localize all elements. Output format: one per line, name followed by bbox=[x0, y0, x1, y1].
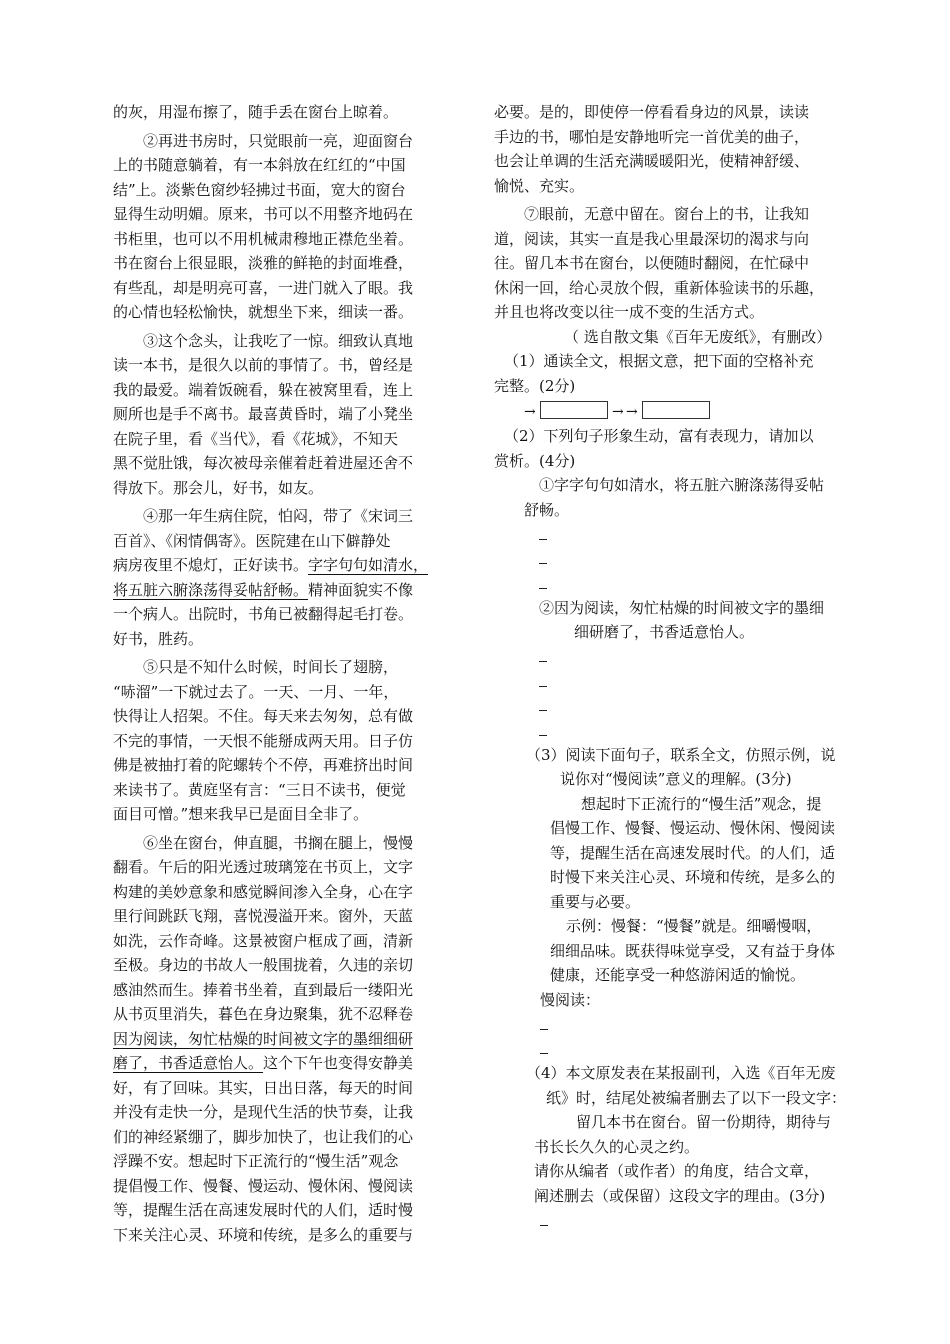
question-text: （2）下列句子形象生动，富有表现力，请加以 bbox=[504, 427, 814, 445]
arrow-icon: → bbox=[524, 404, 536, 420]
answer-blank[interactable] bbox=[539, 694, 874, 719]
text-line: 书柜里，也可以不用机械肃穆地正襟危坐着。 bbox=[113, 229, 414, 248]
question-text: 完整。(2分) bbox=[494, 376, 576, 395]
text-line: 感油然而生。捧着书坐着，直到最后一缕阳光 bbox=[113, 980, 414, 999]
example-text: 细细品味。既获得味觉享受，又有益于身体 bbox=[550, 941, 836, 960]
question-text: 纸》时，结尾处被编者删去了以下一段文字： bbox=[546, 1088, 847, 1107]
text-line: 快得让人招架。不住。每天来去匆匆，总有做 bbox=[113, 707, 414, 725]
text-line: 厕所也是手不离书。最喜黄昏时，端了小凳坐 bbox=[113, 405, 414, 423]
text-line: 面目可憎。”想来我早已是面目全非了。 bbox=[113, 805, 369, 823]
text-line: 将五脏六腑涤荡得妥帖舒畅。精神面貌实不像 bbox=[113, 580, 414, 599]
question-text: （1）通读全文，根据文意，把下面的空格补充 bbox=[504, 352, 814, 370]
quoted-passage: 留几本书在窗台。留一份期待，期待与 bbox=[576, 1113, 832, 1131]
question-3 bbox=[494, 743, 874, 1062]
paragraph-6-end bbox=[494, 100, 874, 198]
text-line: 浮躁不安。想起时下正流行的“慢生活”观念 bbox=[113, 1152, 399, 1170]
text-line: 至极。身边的书故人一般围拢着，久违的亲切 bbox=[113, 956, 414, 974]
text-line: 休闲一回，给心灵放个假，重新体验读书的乐趣， bbox=[494, 278, 825, 297]
answer-blank[interactable] bbox=[539, 547, 874, 572]
answer-box[interactable] bbox=[642, 401, 710, 419]
paragraph-7 bbox=[494, 202, 874, 325]
answer-blank[interactable] bbox=[539, 669, 874, 694]
text-line: 佛是被抽打着的陀螺转个不停，再难挤出时间 bbox=[113, 756, 414, 774]
text-line: ⑤只是不知什么时候，时间长了翅膀， bbox=[113, 658, 399, 676]
text-line: 提倡慢工作、慢餐、慢运动、慢休闲、慢阅读 bbox=[113, 1176, 414, 1195]
text-line: 上的书随意躺着，有一本斜放在红红的“中国 bbox=[113, 156, 406, 174]
quoted-passage: 重要与必要。 bbox=[550, 892, 641, 911]
question-text: （4）本文原发表在某报副刊，入选《百年无废 bbox=[526, 1064, 836, 1082]
question-text: 请你从编者（或作者）的角度，结合文章， bbox=[534, 1162, 820, 1180]
text-line: 里行间跳跃飞翔，喜悦漫溢开来。窗外，天蓝 bbox=[113, 907, 414, 925]
arrow-icon: → bbox=[626, 404, 638, 420]
answer-blank[interactable] bbox=[539, 718, 874, 743]
text-line: ②再进书房时，只觉眼前一亮，迎面窗台 bbox=[113, 131, 414, 150]
text-line: 也会让单调的生活充满暖暖阳光，使精神舒缓、 bbox=[494, 152, 810, 170]
text-line: 病房夜里不熄灯，正好读书。字字句句如清水， bbox=[113, 556, 429, 574]
paragraph-2 bbox=[113, 129, 465, 325]
text-line: 有些乱，却是明亮可喜，一进门就入了眼。我 bbox=[113, 278, 414, 297]
text-line: 并没有走快一分，是现代生活的快节奏，让我 bbox=[113, 1103, 414, 1121]
quoted-passage: 等，提醒生活在高速发展时代。的人们，适 bbox=[550, 843, 836, 862]
text-line: 结”上。淡紫色窗纱轻拂过书面，宽大的窗台 bbox=[113, 180, 406, 199]
underlined-sentence: 因为阅读，匆忙枯燥的时间被文字的墨细细研 bbox=[113, 1029, 414, 1048]
right-column bbox=[494, 100, 874, 1233]
underlined-sentence: 磨了，书香适意怡人。 bbox=[113, 1054, 264, 1072]
text-line: 并且也将改变以往一成不变的生活方式。 bbox=[494, 303, 765, 321]
left-column bbox=[113, 100, 465, 1247]
text-line: 在院子里，看《当代》，看《花城》，不知天 bbox=[113, 429, 399, 448]
text-line: 如洗，云作奇峰。这景被窗户框成了画，清新 bbox=[113, 931, 414, 950]
answer-blank[interactable] bbox=[540, 1208, 874, 1233]
text-line: 磨了，书香适意怡人。这个下午也变得安静美 bbox=[113, 1054, 414, 1072]
text-line: 好书，胜药。 bbox=[113, 629, 204, 648]
answer-blank[interactable] bbox=[539, 645, 874, 670]
text-line: ④那一年生病住院，怕闷，带了《宋词三 bbox=[113, 507, 414, 525]
text-line: 下来关注心灵、环境和传统，是多么的重要与 bbox=[113, 1225, 414, 1244]
question-text: （3）阅读下面句子，联系全文，仿照示例，说 bbox=[526, 745, 836, 764]
text-line: 我的最爱。端着饭碗看，躲在被窝里看，连上 bbox=[113, 380, 414, 399]
text-line: “哧溜”一下就过去了。一天、一月、一年， bbox=[113, 682, 399, 701]
underlined-sentence: 字字句句如清水， bbox=[308, 556, 429, 574]
text-line: 书在窗台上很显眼，淡雅的鲜艳的封面堆叠， bbox=[113, 254, 414, 272]
text-line: 的灰，用湿布擦了，随手丢在窗台上晾着。 bbox=[113, 103, 399, 121]
example-text: 健康，还能享受一种悠游闲适的愉悦。 bbox=[550, 966, 806, 984]
text-line: 道，阅读，其实一直是我心里最深切的渴求与向 bbox=[494, 229, 810, 248]
text-line: 的心情也轻松愉快，就想坐下来，细读一番。 bbox=[113, 303, 414, 321]
text-line: 翻看。午后的阳光透过玻璃笼在书页上，文字 bbox=[113, 858, 414, 876]
text-line: 得放下。那会儿，好书，如友。 bbox=[113, 478, 324, 497]
paragraph-5 bbox=[113, 655, 465, 827]
quoted-sentence: ②因为阅读，匆忙枯燥的时间被文字的墨细 bbox=[539, 598, 825, 617]
text-line: 一个病人。出院时，书角已被翻得起毛打卷。 bbox=[113, 605, 414, 623]
text-line bbox=[113, 1027, 465, 1052]
answer-label: 慢阅读： bbox=[540, 990, 601, 1009]
text-line: 愉悦、充实。 bbox=[494, 176, 585, 195]
text-line: 往。留几本书在窗台，以便随时翻阅，在忙碌中 bbox=[494, 254, 810, 272]
example-text: 示例：慢餐：“慢餐”就是。细嚼慢咽， bbox=[566, 917, 822, 935]
quoted-sentence: 舒畅。 bbox=[524, 500, 570, 519]
text-line: ⑥坐在窗台，伸直腿，书搁在腿上，慢慢 bbox=[113, 833, 414, 852]
text-line: 来读书了。黄庭坚有言：“三日不读书，便觉 bbox=[113, 780, 406, 799]
text-line: 们的神经紧绷了，脚步加快了，也让我们的心 bbox=[113, 1127, 414, 1146]
answer-blank[interactable] bbox=[539, 522, 874, 547]
quoted-passage: 书长长久久的心灵之约。 bbox=[534, 1137, 700, 1156]
paragraph-3 bbox=[113, 329, 465, 501]
text-line: 黑不觉肚饿，每次被母亲催着赶着进屋还舍不 bbox=[113, 454, 414, 472]
text-line: 等，提醒生活在高速发展时代的人们，适时慢 bbox=[113, 1201, 414, 1219]
question-text: 说你对“慢阅读”意义的理解。(3分) bbox=[560, 770, 792, 788]
question-1 bbox=[494, 349, 874, 424]
text-line: 构建的美妙意象和感觉瞬间渗入全身，心在字 bbox=[113, 882, 414, 901]
text-line: ③这个念头，让我吃了一惊。细致认真地 bbox=[113, 331, 414, 350]
text-line: 不完的事情，一天恨不能掰成两天用。日子仿 bbox=[113, 731, 414, 750]
question-4 bbox=[494, 1061, 874, 1233]
question-text: 阐述删去（或保留）这段文字的理由。(3分) bbox=[534, 1186, 826, 1205]
paragraph-6 bbox=[113, 831, 465, 1248]
answer-flow bbox=[494, 398, 874, 424]
text-line: 读一本书，是很久以前的事情了。书，曾经是 bbox=[113, 356, 414, 374]
text-line: 百首》、《闲情偶寄》。医院建在山下僻静处 bbox=[113, 531, 391, 550]
source-note: （ 选自散文集《百年无废纸》，有删改） bbox=[564, 327, 832, 346]
quoted-passage: 时慢下来关注心灵、环境和传统，是多么的 bbox=[550, 868, 836, 886]
question-text: 赏析。(4分) bbox=[494, 451, 576, 470]
text-line: 从书页里消失，暮色在身边聚集，犹不忍释卷 bbox=[113, 1005, 414, 1023]
answer-box[interactable] bbox=[540, 401, 608, 419]
text-line: 手边的书，哪怕是安静地听完一首优美的曲子， bbox=[494, 127, 810, 146]
quoted-sentence: 细研磨了，书香适意怡人。 bbox=[574, 623, 755, 641]
quoted-sentence: ①字字句句如清水，将五脏六腑涤荡得妥帖 bbox=[539, 476, 825, 494]
text-line: 显得生动明媚。原来，书可以不用整齐地码在 bbox=[113, 205, 414, 223]
underlined-sentence: 将五脏六腑涤荡得妥帖舒畅。 bbox=[113, 580, 309, 599]
text-line: 好，有了回味。其实，日出日落，每天的时间 bbox=[113, 1078, 414, 1097]
answer-blank[interactable] bbox=[540, 1012, 874, 1037]
text-line: ⑦眼前，无意中留在。窗台上的书，让我知 bbox=[494, 205, 810, 223]
arrow-icon: → bbox=[612, 404, 624, 420]
quoted-passage: 想起时下正流行的“慢生活”观念，提 bbox=[581, 794, 822, 813]
text-line: 必要。是的，即使停一停看看身边的风景，读读 bbox=[494, 103, 810, 121]
paragraph-4 bbox=[113, 504, 465, 651]
question-2 bbox=[494, 424, 874, 743]
answer-blank[interactable] bbox=[539, 571, 874, 596]
answer-blank[interactable] bbox=[540, 1037, 874, 1062]
quoted-passage: 倡慢工作、慢餐、慢运动、慢休闲、慢阅读 bbox=[550, 819, 836, 837]
